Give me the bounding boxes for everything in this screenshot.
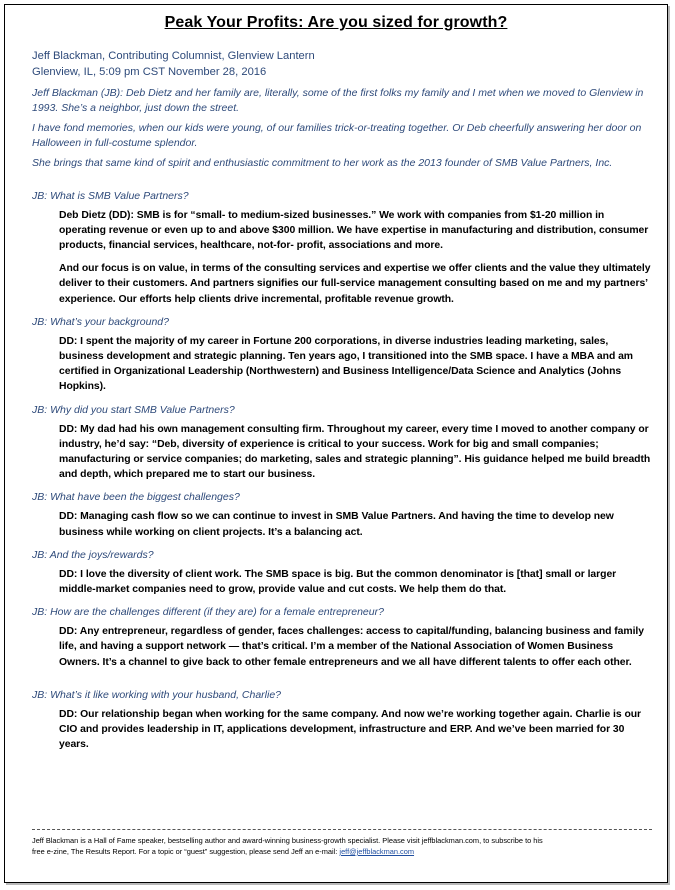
intro-paragraph-3: She brings that same kind of spirit and enthusiastic commitment to her work as the 2013 founder of SMB Value Partners, Inc.	[32, 157, 613, 169]
question-7: JB: What’s it like working with your husband, Charlie?	[32, 688, 282, 701]
question-6: JB: How are the challenges different (if they are) for a female entrepreneur?	[32, 606, 384, 619]
answer-1-part-2: And our focus is on value, in terms of the consulting services and expertise we offer clients and the value they ultimately deliver to their customers. And partners signifies our full-service management consulting based on me and my partners’ experience. Our efforts help clients drive incremental, profitable revenue growth.	[59, 263, 651, 305]
email-link[interactable]: jeff@jeffblackman.com	[339, 847, 415, 856]
answer-3: DD: My dad had his own management consulting firm. Throughout my career, every time I moved to another company or industry, he’d say: “Deb, diversity of experience is critical to your success. Work for big and small companies; manufacturing or service companies; do marketing, sales and strategic planning”. His guidance helped me build breadth and depth, which prepared me to start our business.	[59, 423, 651, 481]
answer-2: DD: I spent the majority of my career in Fortune 200 corporations, in diverse industries leading marketing, sales, business development and strategic planning. Ten years ago, I transitioned into the SMB space. I have a MBA and am certified in Organizational Leadership (Northwestern) and Business Intelligence/Data Science and Analytics (Johns Hopkins).	[59, 335, 633, 393]
footer-line-1: Jeff Blackman is a Hall of Fame speaker, bestselling author and award-winning business-growth specialist. Please visit jeffblackman.com, to subscribe to his	[32, 836, 543, 845]
question-5: JB: And the joys/rewards?	[32, 548, 154, 561]
answer-5: DD: I love the diversity of client work. The SMB space is big. But the common denominator is [that] small or larger middle-market companies need to grow, provide value and cut costs. We help them do that.	[59, 568, 617, 595]
footer-divider	[32, 829, 652, 830]
author-footer	[32, 835, 656, 857]
answer-6: DD: Any entrepreneur, regardless of gender, faces challenges: access to capital/funding, balancing business and family life, and having a support network — that’s critical. I’m a member of the National Association of Women Business Owners. It’s a channel to give back to other female entrepreneurs and we all have different talents to offer each other.	[59, 626, 645, 668]
question-2: JB: What’s your background?	[32, 315, 169, 328]
answer-1-part-1: Deb Dietz (DD): SMB is for “small- to medium-sized businesses.” We work with companies from $1-20 million in operating revenue or even up to and above $300 million. We have expertise in manufacturing and distribution, consumer products, financial services, healthcare, not-for- profit, associations and more.	[59, 209, 649, 251]
question-1: JB: What is SMB Value Partners?	[32, 189, 189, 202]
byline: Jeff Blackman, Contributing Columnist, Glenview Lantern	[32, 50, 315, 62]
intro-paragraph-2: I have fond memories, when our kids were young, of our families trick-or-treating together. Or Deb cheerfully answering her door on Halloween in full-costume splendor.	[32, 122, 642, 149]
answer-4: DD: Managing cash flow so we can continue to invest in SMB Value Partners. And having the time to develop new business while working on client projects. It’s a balancing act.	[59, 511, 614, 538]
article-page	[4, 4, 668, 883]
question-4: JB: What have been the biggest challenges?	[32, 491, 240, 504]
footer-line-2	[32, 846, 656, 857]
footer-line-2-text: free e-zine, The Results Report. For a topic or “guest” suggestion, please send Jeff an e-mail:	[32, 847, 340, 856]
article-title: Peak Your Profits: Are you sized for growth?	[164, 14, 508, 31]
article-body	[32, 49, 653, 752]
question-3: JB: Why did you start SMB Value Partners?	[32, 403, 235, 416]
dateline: Glenview, IL, 5:09 pm CST November 28, 2016	[32, 65, 267, 78]
intro-paragraph-1: Jeff Blackman (JB): Deb Dietz and her family are, literally, some of the first folks my family and I met when we moved to Glenview in 1993. She’s a neighbor, just down the street.	[32, 87, 644, 114]
answer-7: DD: Our relationship began when working for the same company. And now we’re working together again. Charlie is our CIO and provides leadership in IT, applications development, infrastructure and ERP. And we’ve been married for 30 years.	[59, 708, 642, 751]
